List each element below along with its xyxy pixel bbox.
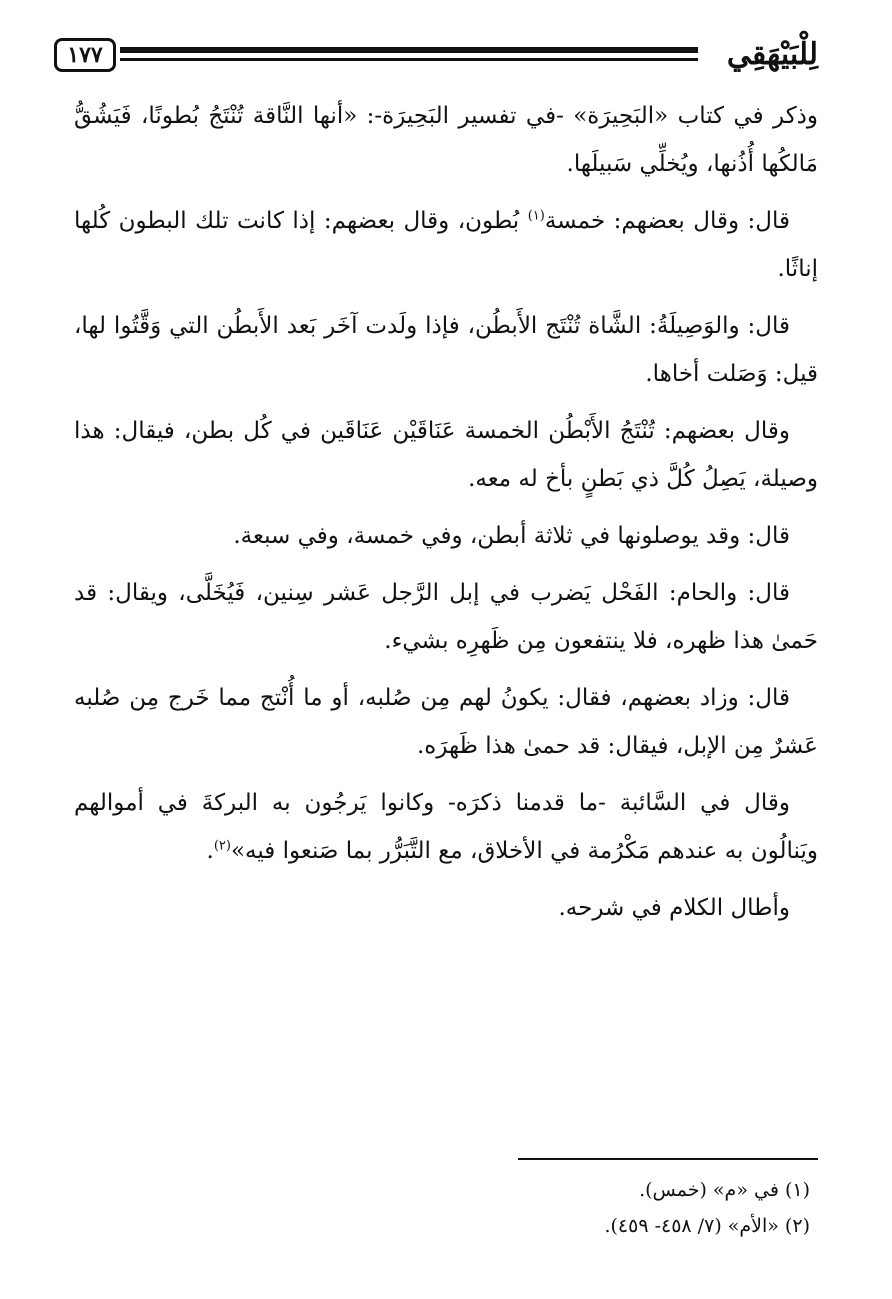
paragraph-6: قال: والحام: الفَحْل يَضرب في إبل الرَّجل عَشر سِنين، فَيُخَلَّى، ويقال: قد حَمىٰ هذا ظهره، فلا ينتفعون مِن ظَهرِه بشيء. bbox=[74, 580, 818, 654]
paragraph-2-start: قال: وقال بعضهم: خمسة bbox=[544, 208, 790, 234]
header-rule-thick bbox=[120, 47, 698, 53]
header-rule bbox=[120, 47, 698, 65]
running-title: لِلْبَيْهَقِي bbox=[726, 37, 818, 72]
paragraph-2-rest: بُطون، وقال بعضهم: إذا كانت تلك البطون كُلها إناثًا. bbox=[74, 208, 818, 282]
footnote-2: (٢) «الأم» (٧/ ٤٥٨- ٤٥٩). bbox=[604, 1215, 810, 1237]
page-number: ١٧٧ bbox=[54, 38, 116, 72]
main-text bbox=[74, 92, 818, 941]
paragraph-1: وذكر في كتاب «البَحِيرَة» -في تفسير البَحِيرَة-: «أنها النَّاقة تُنْتَجُ بُطونًا، فَيَشُقُّ مَالكُها أُذُنها، ويُخلِّي سَبيلَها. bbox=[74, 103, 818, 177]
footnote-1: (١) في «م» (خمس). bbox=[639, 1179, 810, 1201]
paragraph-8-text: وقال في السَّائبة -ما قدمنا ذكرَه- وكانوا يَرجُون به البركةَ في أموالهم ويَنالُون به عندهم مَكْرُمة في الأخلاق، مع التَّبَرُّر بما صَنعوا فيه» bbox=[74, 790, 818, 864]
footnote-separator bbox=[518, 1158, 818, 1160]
paragraph-3: قال: والوَصِيلَةُ: الشَّاة تُنْتَج الأَبطُن، فإذا ولَدت آخَر بَعد الأَبطُن التي وَقَّتُوا لها، قيل: وَصَلت أخاها. bbox=[74, 313, 818, 387]
paragraph-7: قال: وزاد بعضهم، فقال: يكونُ لهم مِن صُلبه، أو ما أُنْتج مما خَرج مِن صُلبه عَشرٌ مِن الإبل، فيقال: قد حمىٰ هذا ظَهرَه. bbox=[74, 685, 818, 759]
paragraph-5: قال: وقد يوصلونها في ثلاثة أبطن، وفي خمسة، وفي سبعة. bbox=[233, 523, 790, 549]
paragraph-9: وأطال الكلام في شرحه. bbox=[558, 895, 790, 921]
paragraph-8-end: . bbox=[206, 838, 214, 864]
footnotes bbox=[74, 1172, 818, 1244]
header-rule-thin bbox=[120, 58, 698, 61]
paragraph-8 bbox=[74, 779, 818, 875]
page-header bbox=[54, 30, 818, 90]
footnote-marker-1: (١) bbox=[527, 208, 545, 224]
paragraph-2 bbox=[74, 197, 818, 293]
paragraph-4: وقال بعضهم: تُنْتَجُ الأَبْطُن الخمسة عَنَاقَيْن عَنَاقَين في كُل بطن، فيقال: هذا وصيلة، يَصِلُ كُلَّ ذي بَطنٍ بأخ له معه. bbox=[74, 418, 818, 492]
footnote-marker-2: (٢) bbox=[213, 838, 231, 854]
